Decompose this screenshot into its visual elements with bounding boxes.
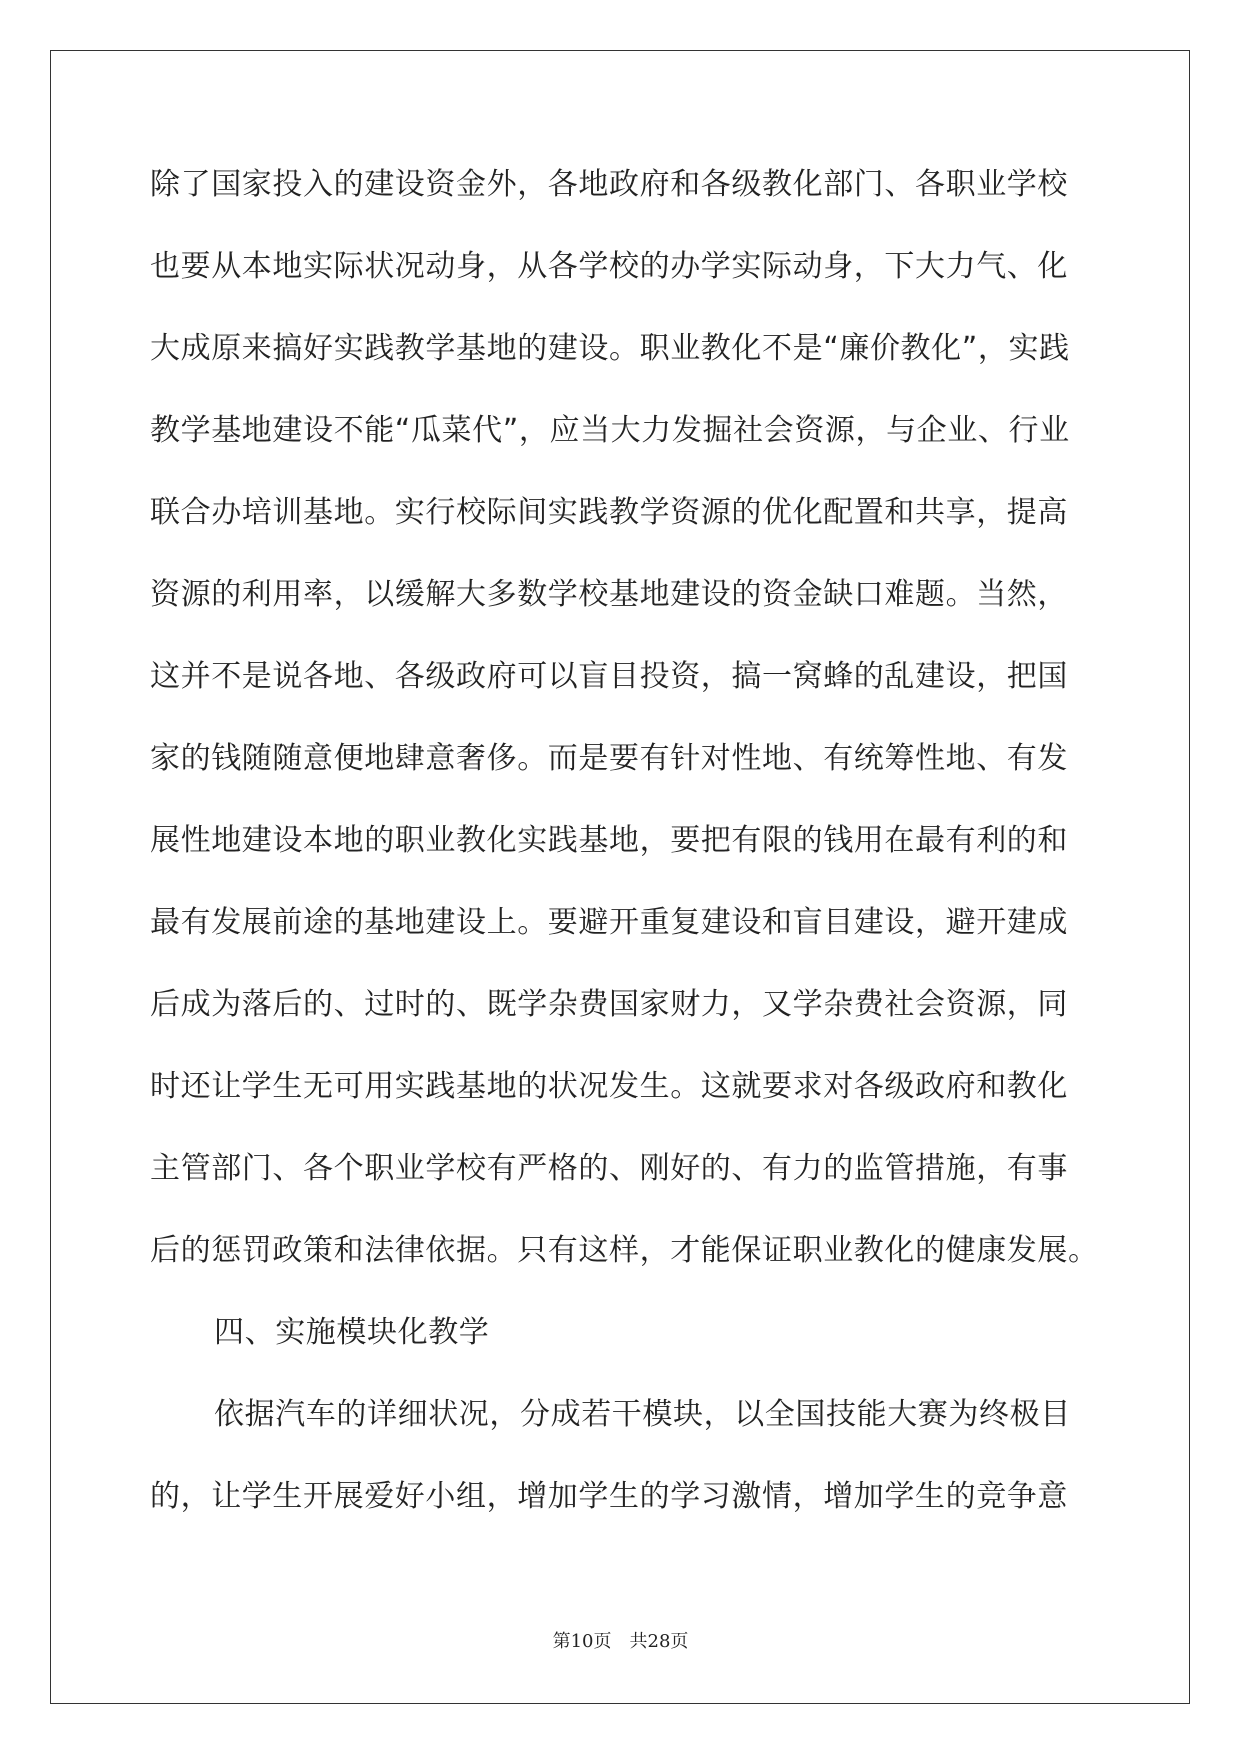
- body-line: 展性地建设本地的职业教化实践基地，要把有限的钱用在最有利的和: [150, 823, 1068, 858]
- body-line: 联合办培训基地。实行校际间实践教学资源的优化配置和共享，提高: [150, 495, 1068, 530]
- body-line: 教学基地建设不能“瓜菜代”，应当大力发掘社会资源，与企业、行业: [150, 413, 1070, 448]
- body-line: 后的惩罚政策和法律依据。只有这样，才能保证职业教化的健康发展。: [150, 1233, 1099, 1268]
- page-total: 共28页: [629, 1631, 689, 1652]
- body-line: 时还让学生无可用实践基地的状况发生。这就要求对各级政府和教化: [150, 1069, 1068, 1104]
- body-line: 家的钱随随意便地肆意奢侈。而是要有针对性地、有统筹性地、有发: [150, 741, 1068, 776]
- body-line: 主管部门、各个职业学校有严格的、刚好的、有力的监管措施，有事: [150, 1151, 1068, 1186]
- body-line: 依据汽车的详细状况，分成若干模块，以全国技能大赛为终极目: [214, 1397, 1071, 1432]
- body-line: 资源的利用率，以缓解大多数学校基地建设的资金缺口难题。当然，: [150, 577, 1068, 612]
- page-footer: [0, 1627, 1241, 1653]
- body-line: 也要从本地实际状况动身，从各学校的办学实际动身，下大力气、化: [150, 249, 1068, 284]
- page-number: 第10页: [552, 1631, 612, 1652]
- body-line: 除了国家投入的建设资金外，各地政府和各级教化部门、各职业学校: [150, 167, 1068, 202]
- body-line: 后成为落后的、过时的、既学杂费国家财力，又学杂费社会资源，同: [150, 987, 1068, 1022]
- body-line: 的，让学生开展爱好小组，增加学生的学习激情，增加学生的竞争意: [150, 1479, 1068, 1514]
- body-line: 大成原来搞好实践教学基地的建设。职业教化不是“廉价教化”，实践: [150, 331, 1070, 366]
- section-heading: 四、实施模块化教学: [214, 1315, 490, 1350]
- body-line: 最有发展前途的基地建设上。要避开重复建设和盲目建设，避开建成: [150, 905, 1068, 940]
- body-line: 这并不是说各地、各级政府可以盲目投资，搞一窝蜂的乱建设，把国: [150, 659, 1068, 694]
- document-body: [150, 160, 1100, 1554]
